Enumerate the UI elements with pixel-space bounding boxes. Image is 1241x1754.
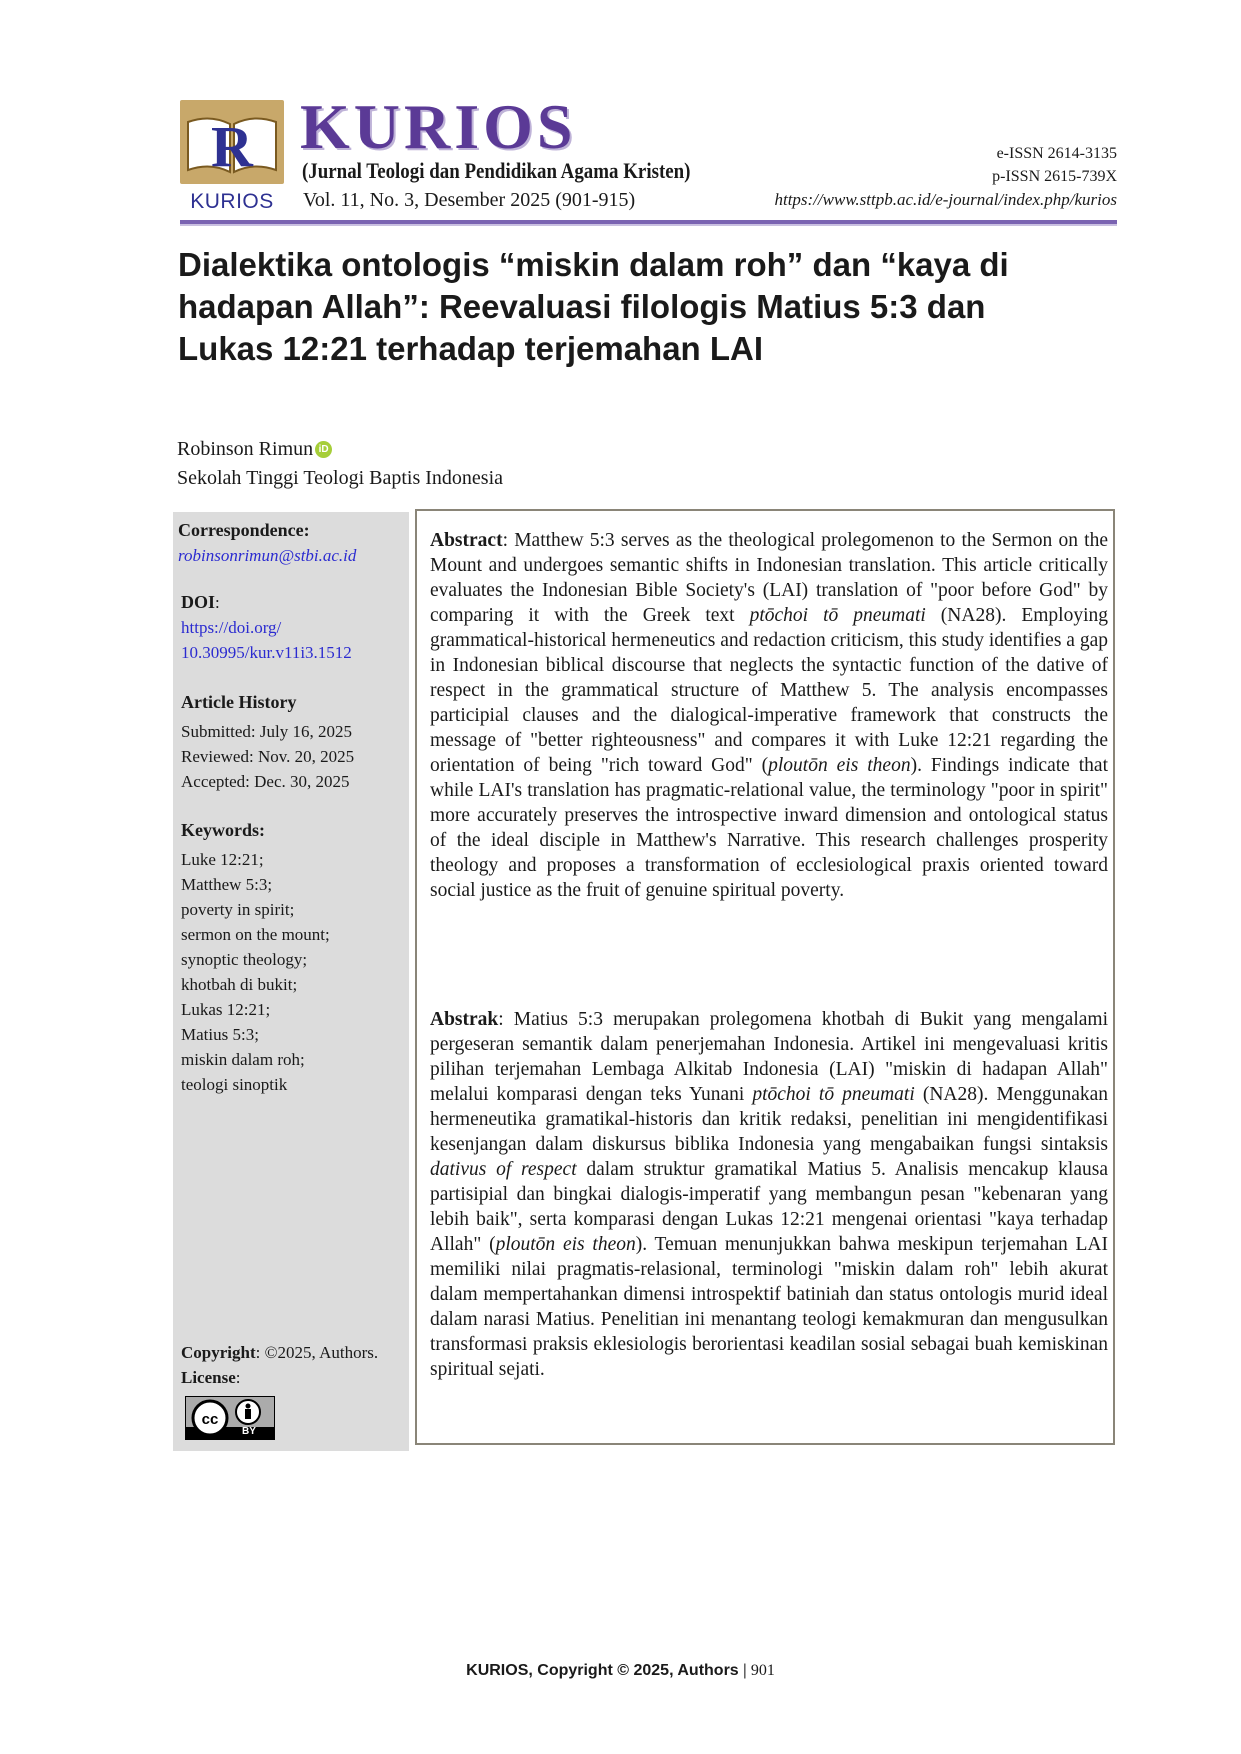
license-label: License xyxy=(181,1368,236,1387)
abstract-id-text: : Matius 5:3 merupakan prolegomena khotbah di Bukit yang mengalami pergeseran semantik dalam penerjemahan Indonesia. Artikel ini mengevaluasi kritis pilihan terjemahan Lembaga Alkitab Indonesia (LAI) "miskin di hadapan Allah" melalui komparasi dengan teks Yunani xyxy=(430,1009,1108,1105)
latin-term: dativus of respect xyxy=(430,1159,577,1180)
copyright-label: Copyright xyxy=(181,1343,256,1362)
history-label: Article History xyxy=(181,692,297,712)
doi-link[interactable] xyxy=(181,615,406,665)
abstract-id-text: (NA28). Menggunakan hermeneutika gramatikal-historis dan kritik redaksi, penelitian ini mengidentifikasi kesenjangan dalam diskursus biblika Indonesia yang mengabaikan fungsi sintaksis xyxy=(430,1084,1109,1155)
book-icon xyxy=(180,100,284,184)
author-name: Robinson Rimun xyxy=(177,438,314,460)
keyword-list xyxy=(181,847,406,1097)
abstract-label: Abstract xyxy=(430,530,503,551)
logo-wordmark: KURIOS xyxy=(190,190,274,213)
doi-block: DOI: https://doi.org/ 10.30995/kur.v11i3.1512 xyxy=(181,590,406,665)
keywords-block xyxy=(181,818,406,1097)
doi-link-line1[interactable]: https://doi.org/ xyxy=(181,618,282,637)
e-issn: e-ISSN 2614-3135 xyxy=(996,145,1117,162)
correspondence-block xyxy=(178,518,403,568)
greek-term: ptōchoi tō pneumati xyxy=(749,605,926,626)
abstract-en-text: ). Findings indicate that while LAI's translation has pragmatic-relational value, the terminology "poor in spirit" more accurately preserves the introspective inward dimension and ontological status of the ideal disciple in Matthew's Narrative. This research challenges prosperity theology and proposes a transformation of ecclesiological praxis oriented toward social justice as the fruit of genuine spiritual poverty. xyxy=(430,755,1108,901)
license-badge-text: BY xyxy=(242,1426,256,1437)
greek-term: ploutōn eis theon xyxy=(768,755,911,776)
correspondence-label: Correspondence: xyxy=(178,520,310,540)
keyword-item: teologi sinoptik xyxy=(181,1075,288,1094)
creative-commons-icon xyxy=(186,1397,274,1439)
journal-url[interactable]: https://www.sttpb.ac.id/e-journal/index.php/kurios xyxy=(774,190,1117,209)
journal-logo xyxy=(180,100,284,184)
doi-label: DOI xyxy=(181,592,216,612)
article-title: Dialektika ontologis “miskin dalam roh” dan “kaya di hadapan Allah”: Reevaluasi filologis Matius 5:3 dan Lukas 12:21 terhadap terjemahan LAI xyxy=(178,246,1009,367)
correspondence-email[interactable]: robinsonrimun@stbi.ac.id xyxy=(178,546,357,565)
abstract-en-text: (NA28). Employing grammatical-historical hermeneutics and redaction criticism, this study identifies a gap in Indonesian biblical discourse that neglects the syntactic function of the dative of respect in the grammatical structure of Matthew 5. The analysis encompasses participial clauses and the dialogical-imperative framework that constructs the message of "better righteousness" and compares it with Luke 12:21 regarding the orientation of being "rich toward God" ( xyxy=(430,605,1108,776)
greek-term: ploutōn eis theon xyxy=(495,1234,636,1255)
keyword-item: synoptic theology; xyxy=(181,950,308,969)
author-line xyxy=(177,438,332,461)
reviewed-date: Reviewed: Nov. 20, 2025 xyxy=(181,747,355,766)
copyright-block xyxy=(181,1340,406,1390)
abstract-indonesian xyxy=(430,1007,1108,1382)
journal-brand: KURIOS xyxy=(300,91,577,162)
cc-by-license-badge[interactable] xyxy=(185,1396,275,1440)
abstract-id-text: dalam struktur gramatikal Matius 5. Analisis mencakup klausa partisipial dan bingkai dialogis-imperatif yang membangun pesan "kebenaran yang lebih baik", serta komparasi dengan Lukas 12:21 mengenai orientasi "kaya terhadap Allah" ( xyxy=(430,1159,1108,1255)
keywords-label: Keywords: xyxy=(181,820,265,840)
abstract-english xyxy=(430,528,1108,903)
keyword-item: Lukas 12:21; xyxy=(181,1000,271,1019)
svg-text:cc: cc xyxy=(201,1411,219,1428)
orcid-icon[interactable]: iD xyxy=(315,441,332,458)
keyword-item: khotbah di bukit; xyxy=(181,975,298,994)
abstrak-label: Abstrak xyxy=(430,1009,499,1030)
issn-block xyxy=(992,142,1117,188)
journal-volume: Vol. 11, No. 3, Desember 2025 (901-915) xyxy=(303,189,636,211)
page-number: 901 xyxy=(750,1662,775,1679)
abstract-id-text: ). Temuan menunjukkan bahwa meskipun terjemahan LAI memiliki nilai pragmatis-relasional, terminologi "miskin dalam roh" lebih akurat dalam mempertahankan dimensi introspektif batiniah dan status ontologis murid ideal dalam narasi Matius. Penelitian ini menantang teologi kemakmuran dan mengusulkan transformasi praksis eklesiologis berorientasi keadilan sosial sebagai buah kemiskinan spiritual sejati. xyxy=(430,1234,1108,1380)
author-affiliation: Sekolah Tinggi Teologi Baptis Indonesia xyxy=(177,467,504,489)
keyword-item: sermon on the mount; xyxy=(181,925,330,944)
page-footer xyxy=(0,1662,1241,1680)
copyright-value: : ©2025, Authors. xyxy=(255,1343,379,1362)
keyword-item: Luke 12:21; xyxy=(181,850,264,869)
greek-term: ptōchoi tō pneumati xyxy=(752,1084,915,1105)
doi-link-line2[interactable]: 10.30995/kur.v11i3.1512 xyxy=(181,643,352,662)
article-history-block xyxy=(181,690,406,794)
keyword-item: miskin dalam roh; xyxy=(181,1050,305,1069)
keyword-item: Matthew 5:3; xyxy=(181,875,273,894)
footer-separator: | xyxy=(742,1662,747,1679)
keyword-item: Matius 5:3; xyxy=(181,1025,259,1044)
svg-text:R: R xyxy=(211,114,253,179)
keyword-item: poverty in spirit; xyxy=(181,900,295,919)
abstract-en-text: : Matthew 5:3 serves as the theological prolegomenon to the Sermon on the Mount and undergoes semantic shifts in Indonesian translation. This article critically evaluates the Indonesian Bible Society's (LAI) translation of "poor before God" by comparing it with the Greek text xyxy=(430,530,1108,626)
accepted-date: Accepted: Dec. 30, 2025 xyxy=(181,772,350,791)
p-issn: p-ISSN 2615-739X xyxy=(992,168,1117,185)
header-divider xyxy=(180,220,1117,224)
submitted-date: Submitted: July 16, 2025 xyxy=(181,722,352,741)
license-colon: : xyxy=(235,1368,241,1387)
journal-full-name: (Jurnal Teologi dan Pendidikan Agama Kristen) xyxy=(302,158,691,183)
footer-copyright: KURIOS, Copyright © 2025, Authors xyxy=(466,1662,739,1679)
